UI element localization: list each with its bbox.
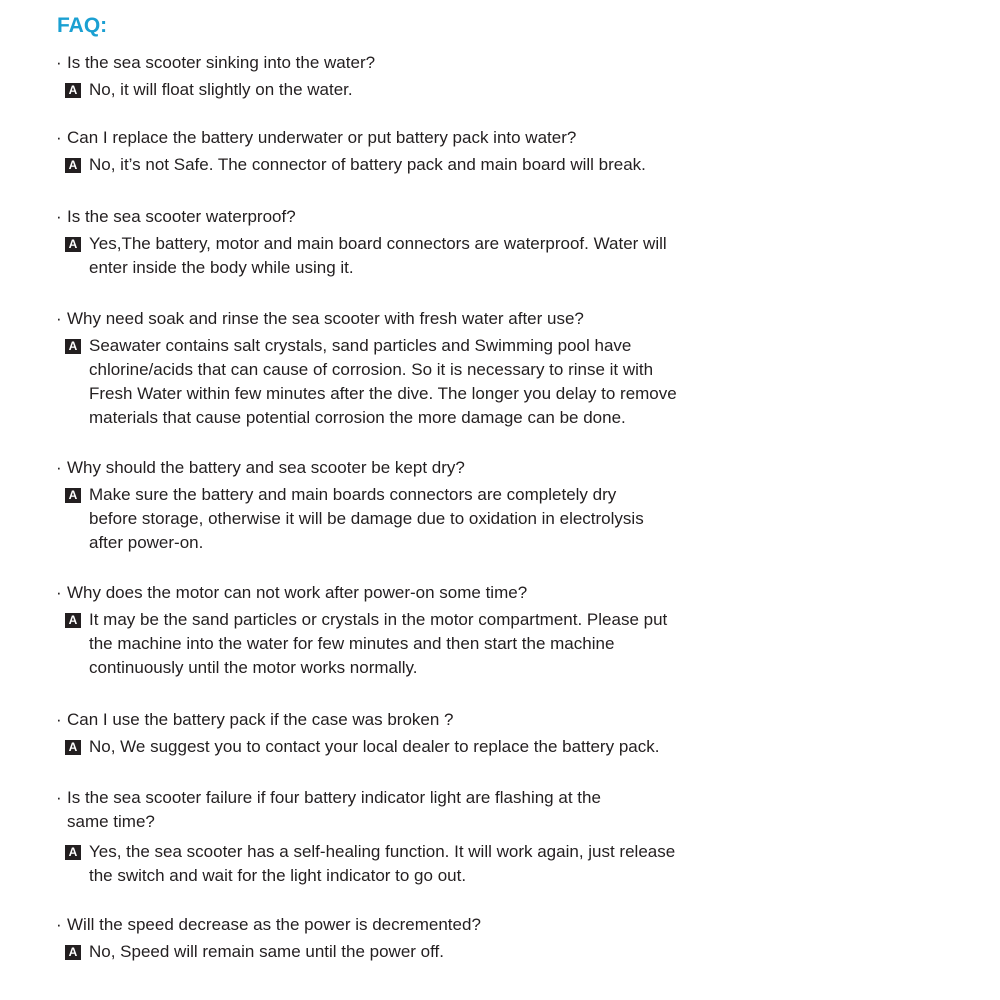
- bullet-icon: ·: [56, 788, 62, 807]
- faq-answer-line: Seawater contains salt crystals, sand particles and Swimming pool have: [89, 336, 632, 355]
- faq-answer-line: No, it will float slightly on the water.: [89, 80, 353, 99]
- faq-question-line: Why should the battery and sea scooter be kept dry?: [67, 458, 465, 477]
- answer-badge-icon: A: [65, 237, 81, 252]
- answer-badge-icon: A: [65, 945, 81, 960]
- faq-question-line: Why does the motor can not work after power-on some time?: [67, 583, 528, 602]
- answer-badge-icon: A: [65, 613, 81, 628]
- faq-answer-line: Fresh Water within few minutes after the dive. The longer you delay to remove: [89, 384, 677, 403]
- faq-answer-line: the machine into the water for few minutes and then start the machine: [89, 634, 615, 653]
- faq-question: [56, 708, 776, 732]
- faq-question: [56, 126, 776, 150]
- faq-answer-line: chlorine/acids that can cause of corrosion. So it is necessary to rinse it with: [89, 360, 654, 379]
- faq-question: [56, 913, 776, 937]
- faq-answer-line: Make sure the battery and main boards connectors are completely dry: [89, 485, 617, 504]
- page-title: FAQ:: [57, 14, 108, 37]
- faq-answer-line: materials that cause potential corrosion the more damage can be done.: [89, 408, 626, 427]
- faq-answer: [65, 78, 785, 102]
- faq-question-line: same time?: [67, 812, 155, 831]
- faq-answer: [65, 735, 785, 759]
- faq-answer-line: Yes, the sea scooter has a self-healing function. It will work again, just release: [89, 842, 676, 861]
- bullet-icon: ·: [56, 207, 62, 226]
- bullet-icon: ·: [56, 458, 62, 477]
- answer-badge-icon: A: [65, 83, 81, 98]
- faq-answer-line: It may be the sand particles or crystals in the motor compartment. Please put: [89, 610, 668, 629]
- answer-badge-icon: A: [65, 488, 81, 503]
- faq-question-line: Can I use the battery pack if the case was broken ?: [67, 710, 454, 729]
- faq-answer-line: Yes,The battery, motor and main board connectors are waterproof. Water will: [89, 234, 667, 253]
- bullet-icon: ·: [56, 915, 62, 934]
- faq-answer-line: No, Speed will remain same until the power off.: [89, 942, 444, 961]
- faq-answer-line: No, it’s not Safe. The connector of battery pack and main board will break.: [89, 155, 646, 174]
- bullet-icon: ·: [56, 128, 62, 147]
- faq-question-line: Is the sea scooter sinking into the water?: [67, 53, 376, 72]
- bullet-icon: ·: [56, 53, 62, 72]
- faq-answer: [65, 483, 785, 555]
- faq-question-line: Is the sea scooter waterproof?: [67, 207, 296, 226]
- faq-question: [56, 51, 776, 75]
- faq-answer-line: before storage, otherwise it will be damage due to oxidation in electrolysis: [89, 509, 644, 528]
- bullet-icon: ·: [56, 710, 62, 729]
- faq-question: [56, 456, 776, 480]
- faq-answer-line: continuously until the motor works normally.: [89, 658, 418, 677]
- faq-answer-line: enter inside the body while using it.: [89, 258, 354, 277]
- bullet-icon: ·: [56, 583, 62, 602]
- answer-badge-icon: A: [65, 740, 81, 755]
- faq-question-line: Can I replace the battery underwater or put battery pack into water?: [67, 128, 577, 147]
- faq-question: [56, 786, 776, 834]
- faq-question-line: Is the sea scooter failure if four battery indicator light are flashing at the: [67, 788, 601, 807]
- faq-answer-line: after power-on.: [89, 533, 204, 552]
- faq-question: [56, 581, 776, 605]
- faq-answer: [65, 153, 785, 177]
- answer-badge-icon: A: [65, 158, 81, 173]
- faq-answer: [65, 940, 785, 964]
- answer-badge-icon: A: [65, 339, 81, 354]
- bullet-icon: ·: [56, 309, 62, 328]
- faq-question-line: Why need soak and rinse the sea scooter with fresh water after use?: [67, 309, 584, 328]
- faq-question-line: Will the speed decrease as the power is decremented?: [67, 915, 481, 934]
- faq-question: [56, 307, 776, 331]
- faq-answer: [65, 840, 785, 888]
- answer-badge-icon: A: [65, 845, 81, 860]
- faq-answer-line: the switch and wait for the light indicator to go out.: [89, 866, 467, 885]
- faq-answer: [65, 608, 785, 680]
- faq-question: [56, 205, 776, 229]
- faq-answer: [65, 232, 785, 280]
- faq-answer: [65, 334, 785, 430]
- faq-answer-line: No, We suggest you to contact your local dealer to replace the battery pack.: [89, 737, 660, 756]
